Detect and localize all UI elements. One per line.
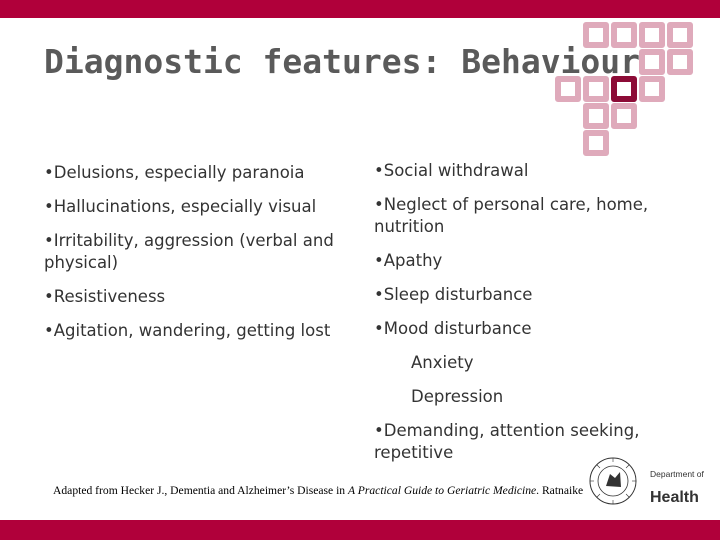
department-of-label: Department of (650, 469, 704, 479)
left-bullet-list (44, 162, 344, 354)
bullet-resistiveness: •Resistiveness (44, 287, 166, 306)
bullet-irritability: •Irritability, aggression (verbal and physical) (44, 231, 334, 272)
subitem-depression: Depression (411, 387, 504, 406)
bullet-hallucinations: •Hallucinations, especially visual (44, 197, 317, 216)
bullet-social-withdrawal: •Social withdrawal (374, 161, 529, 180)
citation-prefix: Adapted from Hecker J., Dementia and Alzheimer’s Disease in (53, 484, 349, 497)
citation-suffix: . Ratnaike (536, 484, 584, 497)
right-bullet-list (374, 160, 694, 476)
top-accent-bar (0, 0, 720, 18)
bullet-delusions: •Delusions, especially paranoia (44, 163, 305, 182)
bullet-agitation: •Agitation, wandering, getting lost (44, 321, 331, 340)
bullet-apathy: •Apathy (374, 251, 443, 270)
slide-title: Diagnostic features: Behaviour (44, 42, 641, 81)
source-citation (53, 484, 583, 497)
bullet-sleep-disturbance: •Sleep disturbance (374, 285, 533, 304)
bullet-neglect: •Neglect of personal care, home, nutrition (374, 195, 649, 236)
citation-book-title: A Practical Guide to Geriatric Medicine (348, 484, 537, 497)
bullet-mood-disturbance: •Mood disturbance (374, 319, 532, 338)
subitem-anxiety: Anxiety (411, 353, 474, 372)
government-seal-icon (588, 456, 638, 506)
bullet-demanding: •Demanding, attention seeking, repetitive (374, 421, 640, 462)
bottom-accent-bar (0, 520, 720, 540)
health-label: Health (650, 489, 699, 506)
